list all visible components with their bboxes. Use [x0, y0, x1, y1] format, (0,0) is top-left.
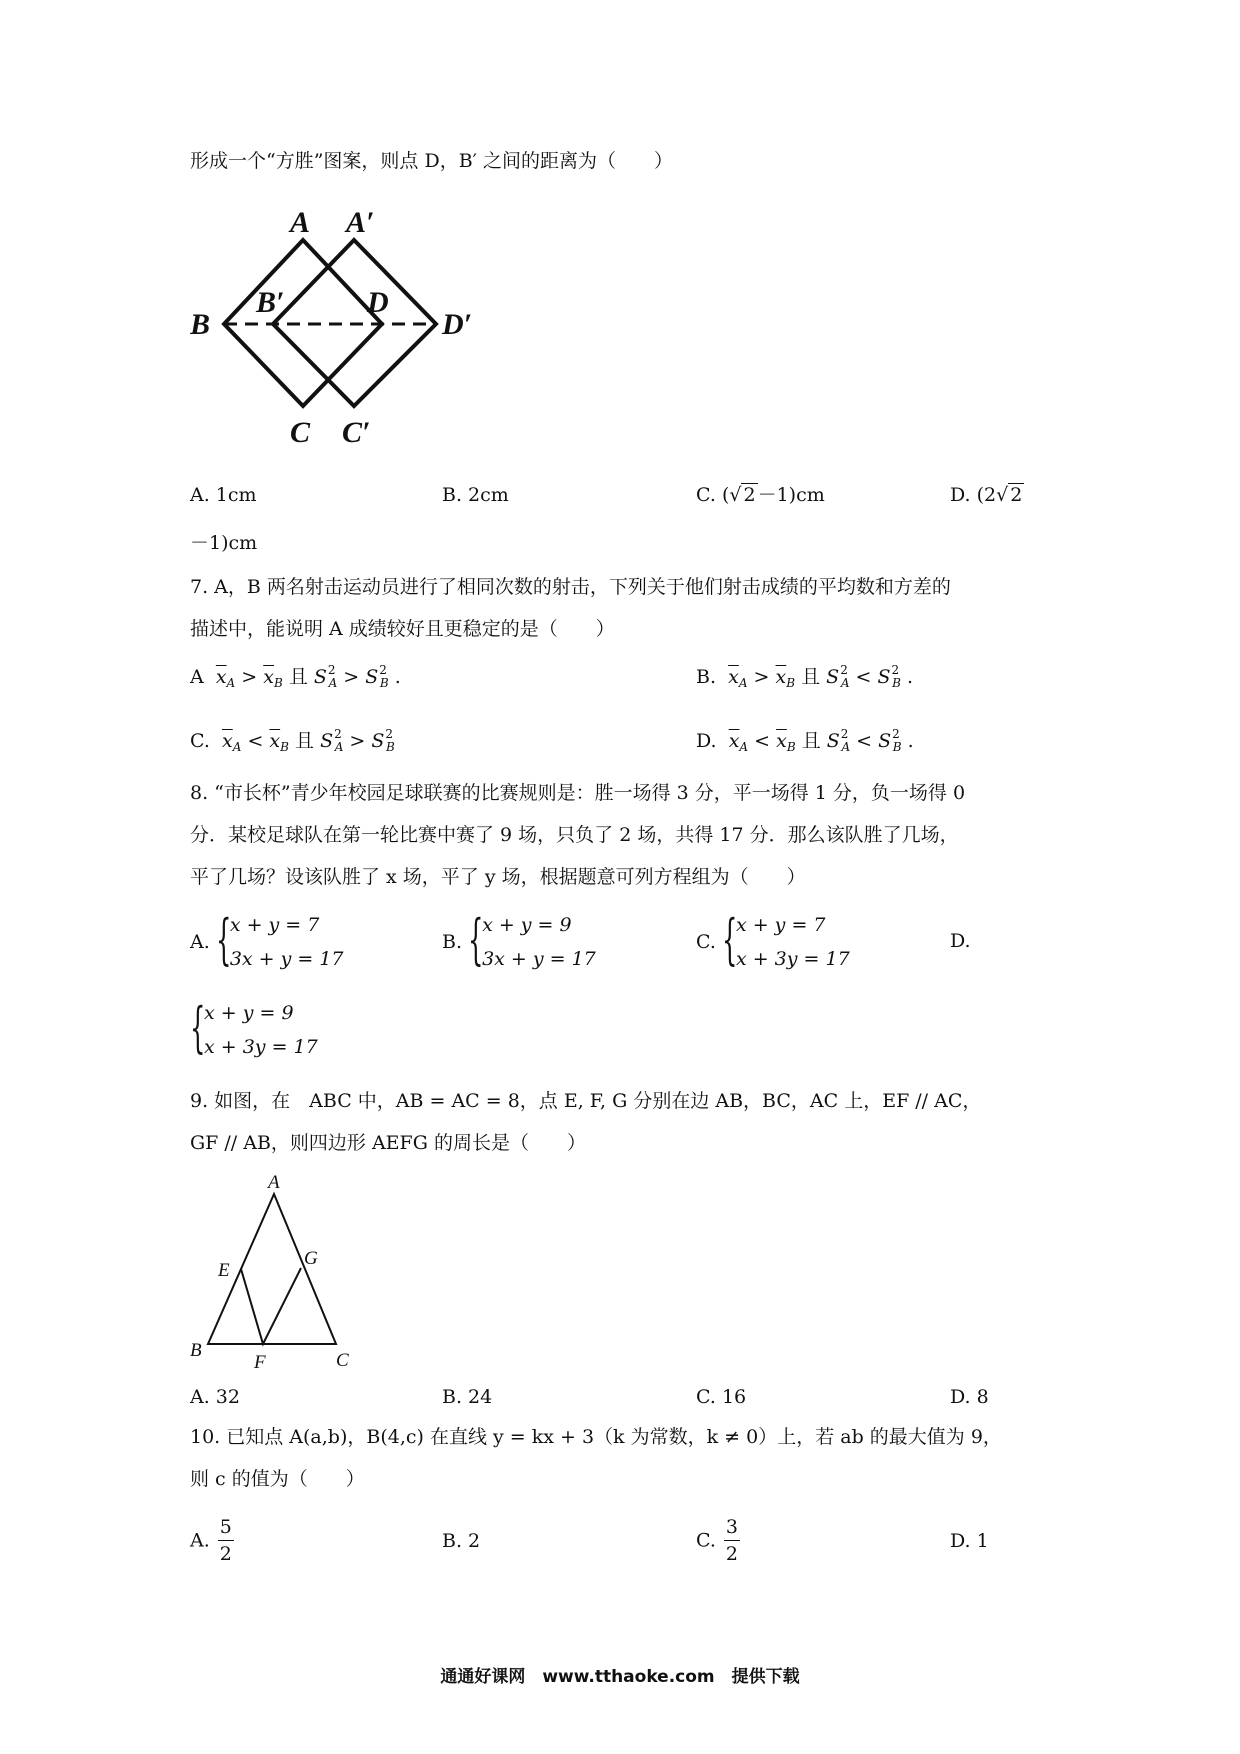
q7-option-b: B. $\overline{x}_A > \overline{x}_B$ 且 $S^2_A < S^2_B$ . — [696, 663, 914, 690]
q6-text: 形成一个“方胜”图案，则点 D，B′ 之间的距离为（ ） — [190, 150, 674, 172]
q9-option-a: A. 32 — [190, 1386, 240, 1408]
q8-option-d — [190, 996, 318, 1064]
q10-option-c: C. $\frac{3}{2}$ — [696, 1516, 738, 1565]
q6-option-b: B. 2cm — [442, 484, 509, 506]
equation-system: { x + y = 7 3x + y = 17 — [216, 908, 344, 976]
label-G: G — [304, 1248, 318, 1269]
q6-option-d-continued: －1)cm — [190, 532, 258, 554]
q9-line2: GF // AB，则四边形 AEFG 的周长是（ ） — [190, 1132, 586, 1154]
equation-system: { x + y = 7 x + 3y = 17 — [722, 908, 850, 976]
q7-option-a: A $\overline{x}_A > \overline{x}_B$ 且 $S^2_A > S^2_B$ . — [190, 663, 401, 690]
q10-line1: 10. 已知点 A(a,b)，B(4,c) 在直线 y = kx + 3（k 为常数，k ≠ 0）上，若 ab 的最大值为 9， — [190, 1426, 1002, 1448]
equation-system: { x + y = 9 3x + y = 17 — [468, 908, 596, 976]
parallelogram-efg — [241, 1268, 301, 1344]
page-footer: 通通好课网 www.tthaoke.com 提供下载 — [440, 1667, 800, 1687]
q10-option-d: D. 1 — [950, 1530, 989, 1552]
q7-option-c: C. $\overline{x}_A < \overline{x}_B$ 且 $S^2_A > S^2_B$ — [190, 727, 395, 754]
sqrt-symbol: √ 2 — [996, 484, 1023, 506]
q8-line1: 8. “市长杯”青少年校园足球联赛的比赛规则是：胜一场得 3 分，平一场得 1 分，负一场得 0 — [190, 782, 966, 804]
label-D-prime: D′ — [442, 308, 473, 341]
q9-option-b: B. 24 — [442, 1386, 493, 1408]
fraction: $\frac{5}{2}$ — [219, 1516, 232, 1565]
q8-line2: 分．某校足球队在第一轮比赛中赛了 9 场，只负了 2 场，共得 17 分．那么该队胜了几场， — [190, 824, 959, 846]
label-D: D — [367, 286, 389, 319]
q8-option-b: B. { x + y = 9 3x + y = 17 — [442, 908, 596, 976]
label-C-prime: C′ — [342, 416, 371, 449]
q10-option-b: B. 2 — [442, 1530, 481, 1552]
label-E: E — [218, 1260, 230, 1281]
q6-option-d: D. (2√ 2 — [950, 484, 1023, 506]
q10-option-a: A. $\frac{5}{2}$ — [190, 1516, 232, 1565]
q10-line2: 则 c 的值为（ ） — [190, 1468, 365, 1490]
sqrt-symbol: √ 2 — [729, 484, 756, 506]
q6-option-a: A. 1cm — [190, 484, 257, 506]
label-A: A — [268, 1172, 280, 1193]
q9-line1: 9. 如图，在 ABC 中，AB = AC = 8，点 E, F, G 分别在边 AB，BC，AC 上，EF // AC， — [190, 1090, 982, 1112]
q8-option-c: C. { x + y = 7 x + 3y = 17 — [696, 908, 850, 976]
label-B: B — [190, 308, 211, 341]
q7-line2: 描述中，能说明 A 成绩较好且更稳定的是（ ） — [190, 618, 615, 640]
q8-option-d-label: D. — [950, 930, 971, 952]
label-A: A — [290, 206, 311, 239]
equation-system: { x + y = 9 x + 3y = 17 — [190, 996, 318, 1064]
q8-line3: 平了几场？设该队胜了 x 场，平了 y 场，根据题意可列方程组为（ ） — [190, 866, 806, 888]
label-B: B — [190, 1340, 202, 1361]
q6-fangsheng-figure — [190, 200, 490, 450]
label-C: C — [290, 416, 311, 449]
q6-option-c: C. (√ 2 －1)cm — [696, 484, 825, 506]
label-C: C — [336, 1350, 349, 1371]
q9-triangle-figure — [186, 1172, 366, 1372]
label-B-prime: B′ — [256, 286, 285, 319]
label-A-prime: A′ — [346, 206, 375, 239]
q7-line1: 7. A，B 两名射击运动员进行了相同次数的射击，下列关于他们射击成绩的平均数和方差的 — [190, 576, 951, 598]
q7-option-d: D. $\overline{x}_A < \overline{x}_B$ 且 $S^2_A < S^2_B$ . — [696, 727, 914, 754]
q9-option-d: D. 8 — [950, 1386, 989, 1408]
q8-option-a: A. { x + y = 7 3x + y = 17 — [190, 908, 344, 976]
label-F: F — [254, 1352, 266, 1372]
fraction: $\frac{3}{2}$ — [725, 1516, 738, 1565]
q9-option-c: C. 16 — [696, 1386, 747, 1408]
